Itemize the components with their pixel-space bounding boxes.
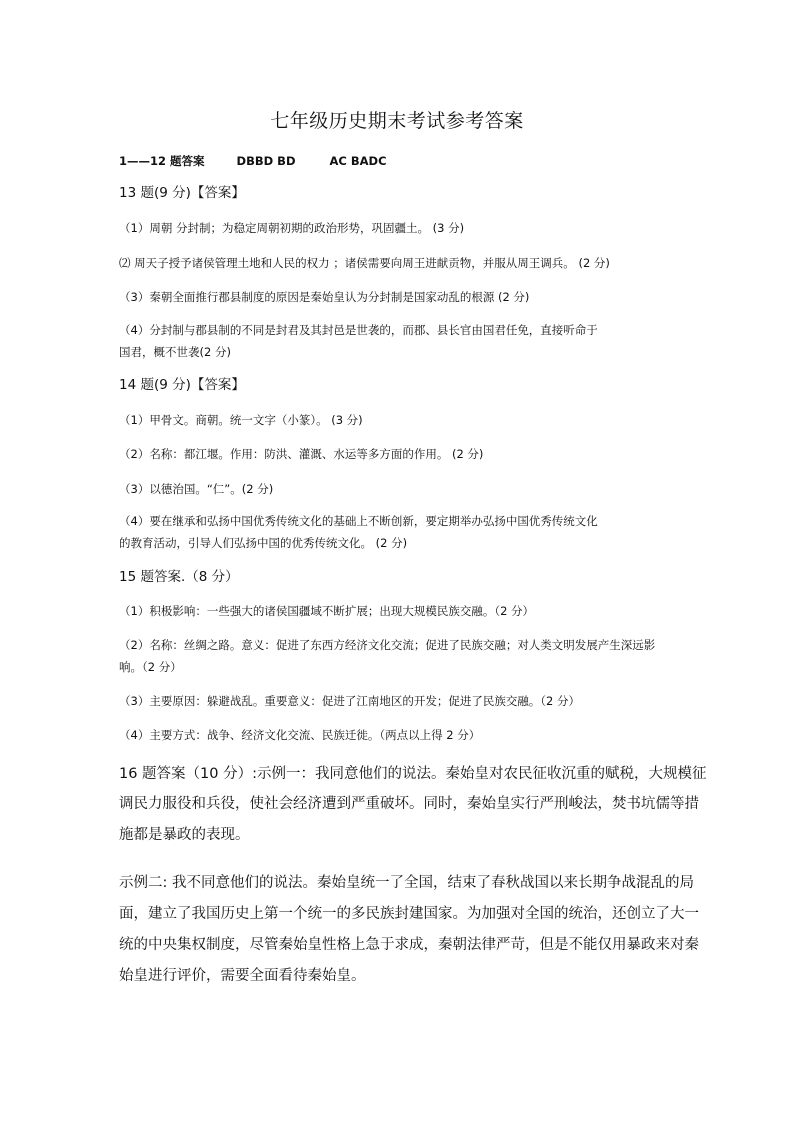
- q15-answer-1: （1）积极影响：一些强大的诸侯国疆域不断扩展；出现大规模民族交融。（2 分）: [119, 604, 535, 618]
- q13-answer-4-line-1: （4）分封制与郡县制的不同是封君及其封邑是世袭的，而郡、县长官由国君任免，直接听命于: [119, 323, 598, 337]
- mc-answers-part2: AC BADC: [329, 154, 387, 168]
- q16-example-2-line-1: 示例二: 我不同意他们的说法。秦始皇统一了全国，结束了春秋战国以来长期争战混乱的局: [119, 875, 694, 891]
- q16-example-1-line-3: 施都是暴政的表现。: [119, 827, 250, 843]
- q14-answer-1: （1）甲骨文。商朝。统一文字（小篆）。 (3 分): [119, 413, 363, 427]
- q13-answer-2: ⑵ 周天子授予诸侯管理土地和人民的权力 ；诸侯需要向周王进献贡物，并服从周王调兵。 (2 分): [119, 256, 610, 270]
- mc-answers-part1: DBBD BD: [236, 154, 296, 168]
- q15-answer-4: （4）主要方式：战争、经济文化交流、民族迁徙。（两点以上得 2 分）: [119, 728, 481, 742]
- q16-example-1-line-2: 调民力服役和兵役，使社会经济遭到严重破坏。同时，秦始皇实行严刑峻法，焚书坑儒等措: [119, 796, 699, 812]
- q15-answer-2-line-2: 响。（2 分）: [119, 660, 182, 674]
- q14-heading: 14 题(9 分)【答案】: [119, 377, 245, 393]
- q14-answer-4-line-2: 的教育活动，引导人们弘扬中国的优秀传统文化。 (2 分): [119, 536, 408, 550]
- q15-heading: 15 题答案.（8 分）: [119, 569, 239, 585]
- q13-answer-1: （1）周朝 分封制；为稳定周朝初期的政治形势，巩固疆土。 (3 分): [119, 221, 465, 235]
- q13-answer-3: （3）秦朝全面推行郡县制度的原因是秦始皇认为分封制是国家动乱的根源 (2 分): [119, 290, 530, 304]
- q16-example-1-line-1: 16 题答案（10 分）:示例一：我同意他们的说法。秦始皇对农民征收沉重的赋税，大规模征: [119, 766, 707, 782]
- q13-heading: 13 题(9 分)【答案】: [119, 185, 245, 201]
- q15-answer-2-line-1: （2）名称：丝绸之路。意义：促进了东西方经济文化交流；促进了民族交融；对人类文明发展产生深远影: [119, 638, 656, 652]
- q13-answer-4-line-2: 国君，概不世袭(2 分): [119, 345, 231, 359]
- q16-example-2-line-2: 面，建立了我国历史上第一个统一的多民族封建国家。为加强对全国的统治，还创立了大一: [119, 906, 699, 922]
- q14-answer-4-line-1: （4）要在继承和弘扬中国优秀传统文化的基础上不断创新，要定期举办弘扬中国优秀传统文化: [119, 514, 598, 528]
- q15-answer-3: （3）主要原因：躲避战乱。重要意义：促进了江南地区的开发；促进了民族交融。（2 分）: [119, 694, 581, 708]
- mc-answers-row: [119, 156, 387, 168]
- q16-example-2-line-4: 始皇进行评价，需要全面看待秦始皇。: [119, 968, 366, 984]
- q14-answer-3: （3）以德治国。“仁”。(2 分): [119, 482, 274, 496]
- page-title: 七年级历史期末考试参考答案: [270, 110, 524, 132]
- q16-example-2-line-3: 统的中央集权制度，尽管秦始皇性格上急于求成，秦朝法律严苛，但是不能仅用暴政来对秦: [119, 937, 699, 953]
- mc-label: 1——12 题答案: [119, 154, 205, 168]
- q14-answer-2: （2）名称：都江堰。作用：防洪、灌溉、水运等多方面的作用。 (2 分): [119, 447, 484, 461]
